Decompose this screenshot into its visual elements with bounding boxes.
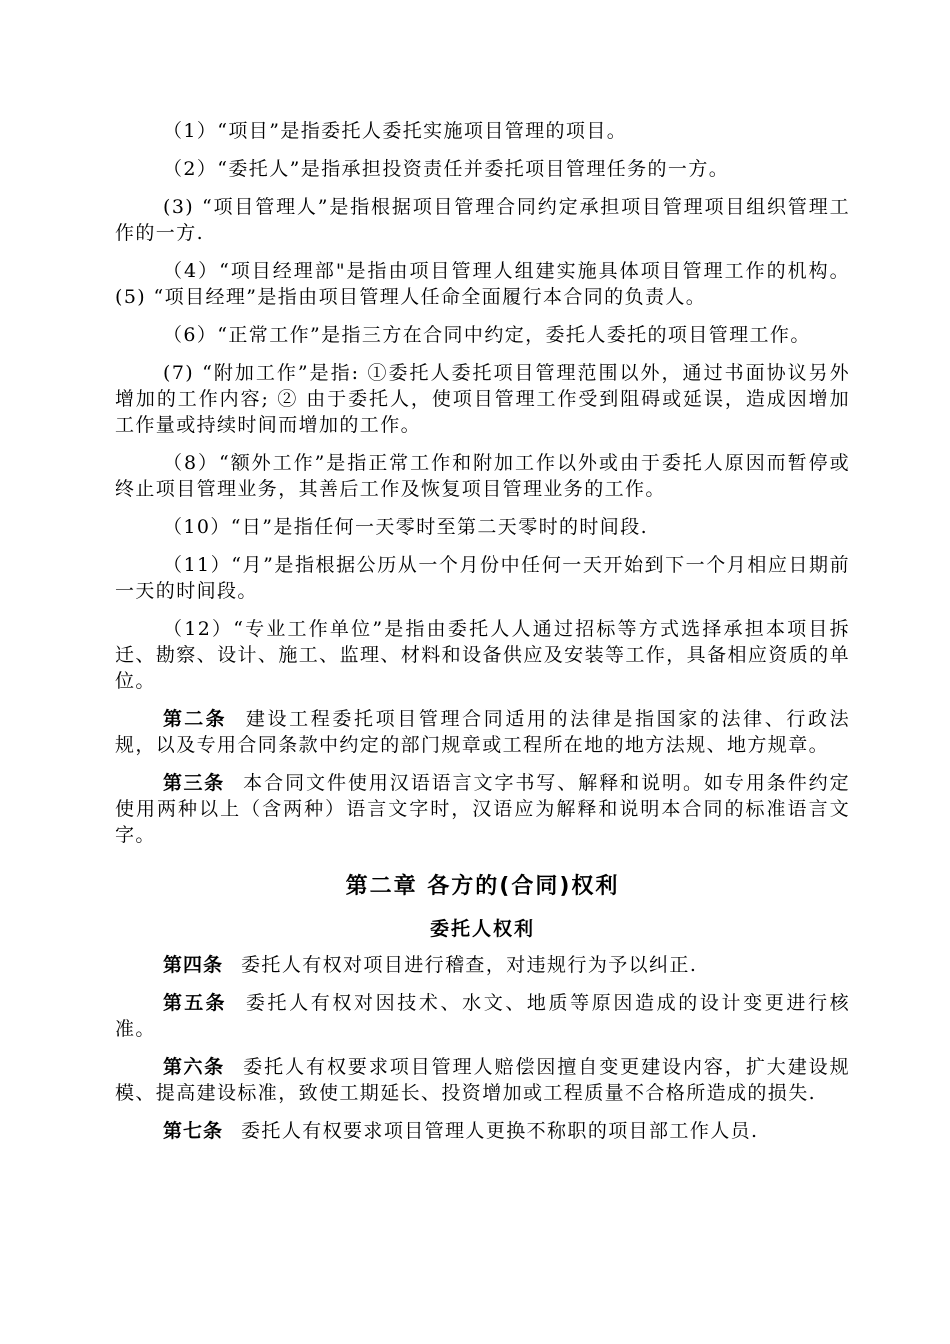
article-label: 第七条 bbox=[163, 1120, 224, 1142]
article-text: 委托人有权对项目进行稽查，对违规行为予以纠正. bbox=[241, 954, 698, 976]
article-label: 第六条 bbox=[163, 1056, 225, 1078]
article-text: 委托人有权要求项目管理人赔偿因擅自变更建设内容，扩大建设规模、提高建设标准，致使工期延长、投资增加或工程质量不合格所造成的损失. bbox=[115, 1056, 850, 1104]
document-page bbox=[115, 118, 850, 1156]
article-4 bbox=[115, 952, 850, 978]
article-text: 本合同文件使用汉语语言文字书写、解释和说明。如专用条件约定使用两种以上（含两种）语言文字时，汉语应为解释和说明本合同的标准语言文字。 bbox=[115, 772, 850, 846]
definition-item-12: （12）“专业工作单位”是指由委托人人通过招标等方式选择承担本项目拆迁、勘察、设计、施工、监理、材料和设备供应及安装等工作，具备相应资质的单位。 bbox=[115, 618, 850, 692]
definition-item-6: （6）“正常工作”是指三方在合同中约定，委托人委托的项目管理工作。 bbox=[163, 324, 811, 346]
article-text: 建设工程委托项目管理合同适用的法律是指国家的法律、行政法规，以及专用合同条款中约定的部门规章或工程所在地的地方法规、地方规章。 bbox=[115, 708, 850, 756]
article-5 bbox=[115, 990, 850, 1042]
section-title: 委托人权利 bbox=[429, 918, 535, 940]
article-label: 第二条 bbox=[163, 708, 227, 730]
article-2 bbox=[115, 706, 850, 758]
definition-item-4-5: （4）“项目经理部"是指由项目管理人组建实施具体项目管理工作的机构。 (5) “项目经理”是指由项目管理人任命全面履行本合同的负责人。 bbox=[115, 260, 850, 308]
article-3 bbox=[115, 770, 850, 848]
chapter-title: 第二章 各方的(合同)权利 bbox=[345, 874, 620, 899]
definition-item-7: (7) “附加工作”是指: ①委托人委托项目管理范围以外，通过书面协议另外增加的工作内容; ② 由于委托人，使项目管理工作受到阻碍或延误，造成因增加工作量或持续时间而增加的工作。 bbox=[115, 362, 850, 436]
article-text: 委托人有权要求项目管理人更换不称职的项目部工作人员. bbox=[241, 1120, 759, 1142]
definition-item-2: （2）“委托人”是指承担投资责任并委托项目管理任务的一方。 bbox=[163, 158, 730, 180]
article-label: 第三条 bbox=[163, 772, 225, 794]
article-text: 委托人有权对因技术、水文、地质等原因造成的设计变更进行核准。 bbox=[115, 992, 850, 1040]
definition-item-10: （10）“日”是指任何一天零时至第二天零时的时间段. bbox=[163, 516, 649, 538]
definition-item-11: （11）“月”是指根据公历从一个月份中任何一天开始到下一个月相应日期前一天的时间段。 bbox=[115, 554, 850, 602]
article-7 bbox=[115, 1118, 850, 1144]
definition-item-8: （8）“额外工作”是指正常工作和附加工作以外或由于委托人原因而暂停或终止项目管理业务，其善后工作及恢复项目管理业务的工作。 bbox=[115, 452, 850, 500]
definition-item-1: （1）“项目”是指委托人委托实施项目管理的项目。 bbox=[163, 120, 628, 142]
article-label: 第四条 bbox=[163, 954, 224, 976]
article-label: 第五条 bbox=[163, 992, 227, 1014]
definition-item-3: (3) “项目管理人”是指根据项目管理合同约定承担项目管理项目组织管理工作的一方. bbox=[115, 196, 850, 244]
article-6 bbox=[115, 1054, 850, 1106]
